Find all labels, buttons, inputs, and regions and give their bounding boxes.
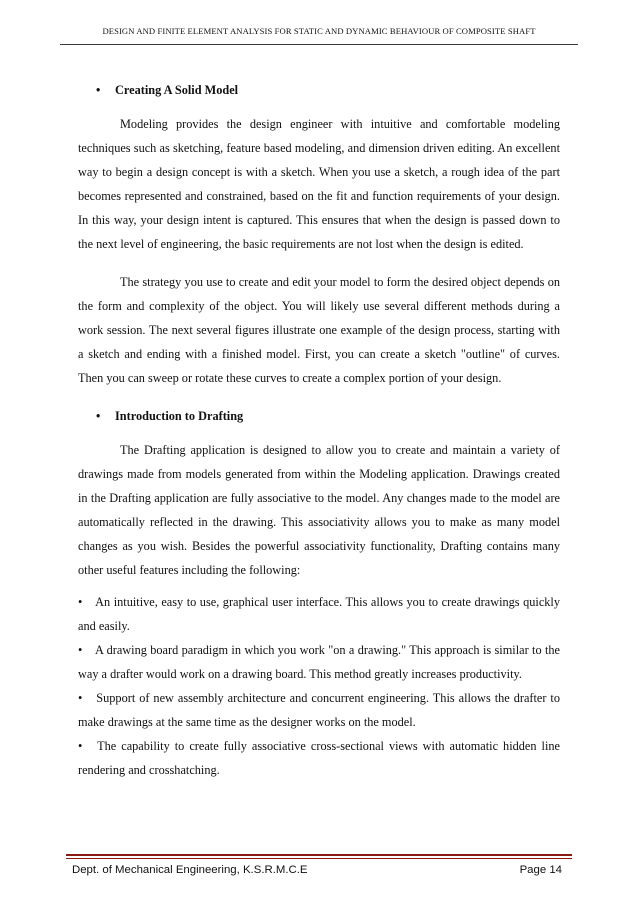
feature-item: [78, 638, 560, 686]
page-number: Page 14: [519, 864, 562, 876]
heading-text: Introduction to Drafting: [115, 409, 244, 423]
feature-text: A drawing board paradigm in which you work "on a drawing." This approach is similar to the way a drafter would work on a drawing board. This method greatly increases productivity.: [78, 643, 560, 681]
feature-item: [78, 686, 560, 734]
bullet-icon: •: [78, 595, 83, 609]
bullet-icon: •: [78, 739, 83, 753]
bullet-icon: •: [96, 409, 101, 423]
feature-item: [78, 590, 560, 638]
section-heading-drafting: [78, 404, 560, 428]
footer-rule: [66, 854, 572, 856]
feature-text: An intuitive, easy to use, graphical user interface. This allows you to create drawings quickly and easily.: [78, 595, 560, 633]
bullet-icon: •: [78, 691, 83, 705]
feature-text: Support of new assembly architecture and concurrent engineering. This allows the drafter to make drawings at the same time as the designer works on the model.: [78, 691, 561, 729]
footer-department: Dept. of Mechanical Engineering, K.S.R.M.C.E: [72, 864, 308, 876]
header-rule: [60, 44, 578, 45]
heading-text: Creating A Solid Model: [115, 83, 239, 97]
page-body: [78, 64, 560, 782]
paragraph: Modeling provides the design engineer with intuitive and comfortable modeling techniques such as sketching, feature based modeling, and dimension driven editing. An excellent way to begin a design concept is with a sketch. When you use a sketch, a rough idea of the part becomes represented and constrained, based on the fit and function requirements of your design. In this way, your design intent is captured. This ensures that when the design is passed down to the next level of engineering, the basic requirements are not lost when the design is edited.: [78, 117, 560, 251]
bullet-icon: •: [78, 643, 83, 657]
running-header: DESIGN AND FINITE ELEMENT ANALYSIS FOR STATIC AND DYNAMIC BEHAVIOUR OF COMPOSITE SHAFT: [102, 26, 536, 36]
section-heading-solid-model: [78, 78, 560, 102]
feature-text: The capability to create fully associative cross-sectional views with automatic hidden line rendering and crosshatching.: [78, 739, 560, 777]
bullet-icon: •: [96, 83, 101, 97]
footer-rule-thin: [66, 858, 572, 859]
paragraph: The strategy you use to create and edit your model to form the desired object depends on the form and complexity of the object. You will likely use several different methods during a work session. The next several figures illustrate one example of the design process, starting with a sketch and ending with a finished model. First, you can create a sketch "outline" of curves. Then you can sweep or rotate these curves to create a complex portion of your design.: [78, 275, 560, 385]
paragraph: The Drafting application is designed to allow you to create and maintain a variety of drawings made from models generated from within the Modeling application. Drawings created in the Drafting application are fully associative to the model. Any changes made to the model are automatically reflected in the drawing. This associativity allows you to make as many model changes as you wish. Besides the powerful associativity functionality, Drafting contains many other useful features including the following:: [78, 443, 560, 577]
feature-item: [78, 734, 560, 782]
